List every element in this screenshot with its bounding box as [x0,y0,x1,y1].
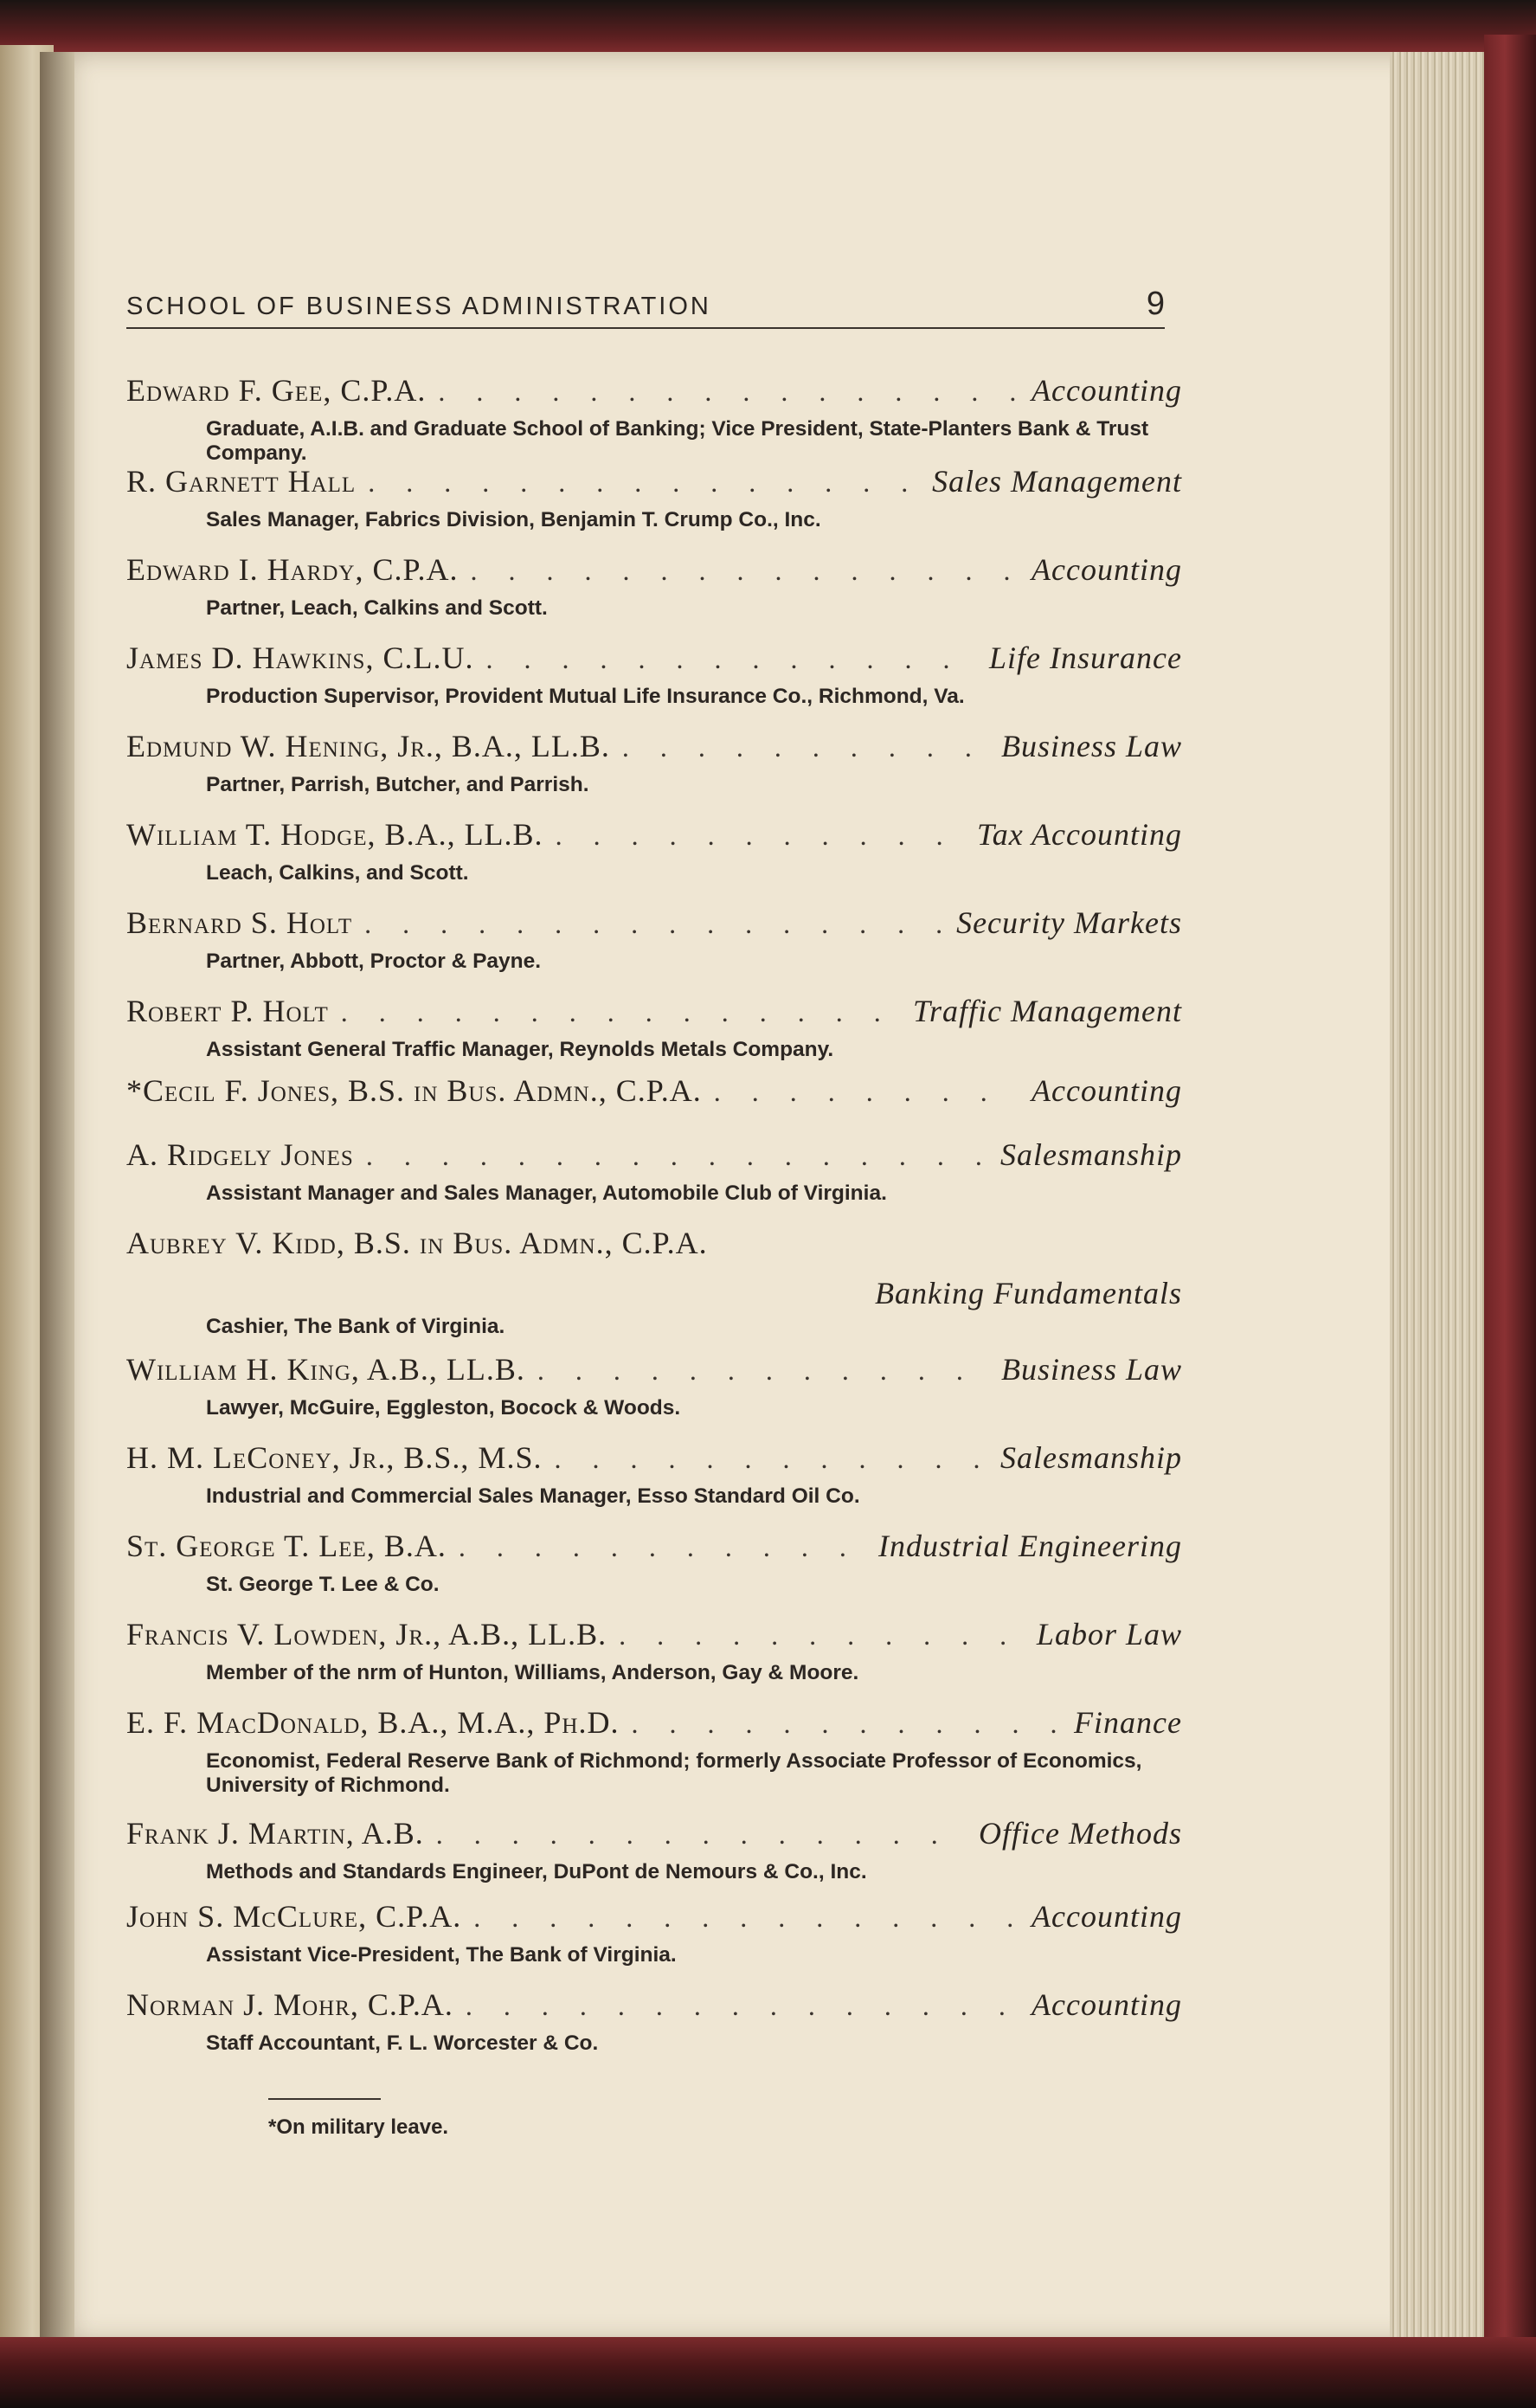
leader-dots [473,1902,1019,1934]
faculty-name: Bernard S. Holt [126,905,353,940]
header-title: SCHOOL OF BUSINESS ADMINISTRATION [126,293,711,320]
faculty-description: Cashier, The Bank of Virginia. [206,1315,505,1338]
faculty-name: Edmund W. Hening, Jr., B.A., LL.B. [126,729,610,763]
faculty-name: Edward I. Hardy, C.P.A. [126,552,459,587]
faculty-name: Norman J. Mohr, C.P.A. [126,1987,453,2022]
faculty-description: Leach, Calkins, and Scott. [206,861,469,885]
faculty-subject: Traffic Management [913,994,1182,1028]
faculty-entry [126,1439,1182,1528]
footnote: *On military leave. [268,2115,449,2139]
faculty-entry [126,1898,1182,1986]
faculty-description: Staff Accountant, F. L. Worcester & Co. [206,2031,599,2055]
faculty-description: St. George T. Lee & Co. [206,1573,440,1596]
faculty-entry [126,728,1182,816]
leader-dots [619,1619,1025,1651]
page-gutter [40,52,74,2346]
faculty-description: Economist, Federal Reserve Bank of Richmond; formerly Associate Professor of Economics, University of Richmond. [206,1749,1142,1797]
faculty-entry [126,551,1182,640]
faculty-entry [126,1528,1182,1616]
faculty-entry [126,1225,1182,1351]
faculty-description: Member of the nrm of Hunton, Williams, Anderson, Gay & Moore. [206,1661,859,1684]
faculty-entry [126,1986,1182,2075]
faculty-entry [126,1136,1182,1225]
faculty-description: Graduate, A.I.B. and Graduate School of Banking; Vice President, State-Planters Bank & Trust Company. [206,417,1149,465]
leader-dots [537,1355,989,1387]
faculty-subject: Finance [1074,1705,1182,1740]
faculty-subject: Accounting [1031,1899,1182,1934]
faculty-entry [126,905,1182,993]
header-rule [126,327,1165,329]
book-cover-top [0,0,1536,52]
faculty-list [126,372,1182,2075]
leader-dots [556,820,965,852]
faculty-entry [126,463,1182,551]
faculty-name: *Cecil F. Jones, B.S. in Bus. Admn., C.P.A. [126,1073,702,1108]
faculty-description: Assistant Vice-President, The Bank of Virginia. [206,1943,677,1967]
faculty-subject: Banking Fundamentals [875,1276,1182,1310]
faculty-subject: Business Law [1000,1352,1182,1387]
page-number: 9 [1146,286,1165,322]
faculty-name: R. Garnett Hall [126,464,357,499]
faculty-subject: Salesmanship [1000,1137,1182,1172]
faculty-subject: Security Markets [956,905,1182,940]
faculty-name: St. George T. Lee, B.A. [126,1529,447,1563]
faculty-description: Lawyer, McGuire, Eggleston, Bocock & Woods. [206,1396,681,1420]
book-cover-right [1484,35,1536,2354]
faculty-entry [126,640,1182,728]
faculty-subject: Office Methods [979,1816,1182,1851]
faculty-name: Edward F. Gee, C.P.A. [126,373,427,408]
faculty-description: Partner, Abbott, Proctor & Payne. [206,950,542,973]
faculty-subject: Industrial Engineering [878,1529,1182,1563]
leader-dots [459,1531,866,1563]
faculty-name: Frank J. Martin, A.B. [126,1816,424,1851]
running-header [126,286,1165,338]
faculty-name: A. Ridgely Jones [126,1137,354,1172]
faculty-description: Assistant Manager and Sales Manager, Automobile Club of Virginia. [206,1181,887,1205]
faculty-name: H. M. LeConey, Jr., B.S., M.S. [126,1440,543,1475]
leader-dots [485,643,977,675]
faculty-description: Industrial and Commercial Sales Manager, Esso Standard Oil Co. [206,1484,860,1508]
faculty-description: Partner, Parrish, Butcher, and Parrish. [206,773,589,796]
faculty-name: Aubrey V. Kidd, B.S. in Bus. Admn., C.P.A. [126,1226,708,1260]
leader-dots [471,555,1020,587]
leader-dots [366,1140,988,1172]
faculty-subject: Sales Management [932,464,1182,499]
faculty-description: Assistant General Traffic Manager, Reynolds Metals Company. [206,1038,834,1061]
faculty-name: James D. Hawkins, C.L.U. [126,641,474,675]
faculty-subject: Labor Law [1036,1617,1182,1651]
faculty-entry [126,1351,1182,1439]
faculty-subject: Accounting [1031,373,1182,408]
leader-dots [622,731,989,763]
faculty-entry [126,372,1182,463]
faculty-name: William H. King, A.B., LL.B. [126,1352,525,1387]
leader-dots [438,376,1019,408]
leader-dots [436,1819,967,1851]
faculty-entry [126,1704,1182,1815]
faculty-subject: Life Insurance [989,641,1182,675]
faculty-entry [126,1072,1182,1136]
faculty-subject: Accounting [1031,552,1182,587]
book-cover-bottom [0,2337,1536,2408]
faculty-name: Francis V. Lowden, Jr., A.B., LL.B. [126,1617,607,1651]
faculty-entry [126,1815,1182,1898]
faculty-description: Sales Manager, Fabrics Division, Benjamin T. Crump Co., Inc. [206,508,821,531]
leader-dots [714,1076,1019,1108]
faculty-description: Production Supervisor, Provident Mutual Life Insurance Co., Richmond, Va. [206,685,965,708]
footnote-rule [268,2098,381,2100]
faculty-subject: Tax Accounting [977,817,1182,852]
faculty-entry [126,993,1182,1072]
faculty-name: William T. Hodge, B.A., LL.B. [126,817,543,852]
faculty-description: Methods and Standards Engineer, DuPont de Nemours & Co., Inc. [206,1860,867,1883]
leader-dots [554,1443,988,1475]
faculty-name: E. F. MacDonald, B.A., M.A., Ph.D. [126,1705,620,1740]
leader-dots [364,908,944,940]
faculty-entry [126,816,1182,905]
leader-dots [631,1708,1062,1740]
faculty-subject: Accounting [1031,1073,1182,1108]
leader-dots [341,996,901,1028]
faculty-subject: Salesmanship [1000,1440,1182,1475]
page-edges [1390,52,1489,2342]
leader-dots [466,1990,1019,2022]
faculty-subject: Accounting [1031,1987,1182,2022]
faculty-name: Robert P. Holt [126,994,329,1028]
faculty-subject: Business Law [1000,729,1182,763]
faculty-description: Partner, Leach, Calkins and Scott. [206,596,548,620]
faculty-name: John S. McClure, C.P.A. [126,1899,462,1934]
faculty-entry [126,1616,1182,1704]
leader-dots [368,467,920,499]
